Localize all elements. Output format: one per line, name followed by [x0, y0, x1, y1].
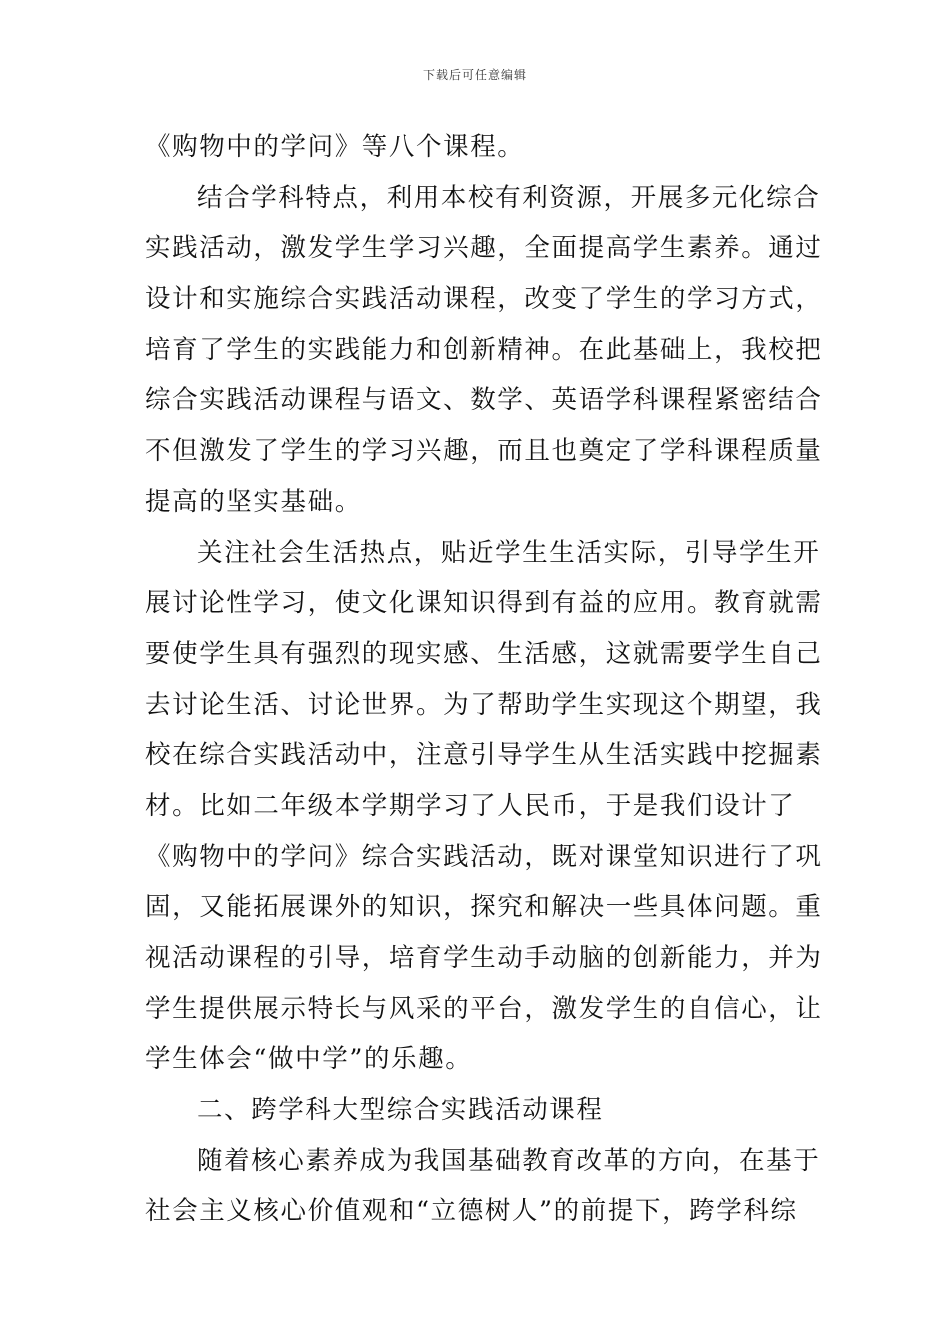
text-line: 提高的坚实基础。	[145, 486, 362, 517]
text-line: 展讨论性学习，使文化课知识得到有益的应用。教育就需	[145, 588, 823, 619]
text-line: 设计和实施综合实践活动课程，改变了学生的学习方式，	[145, 284, 823, 315]
text-line: 视活动课程的引导，培育学生动手动脑的创新能力，并为	[145, 943, 823, 973]
text-line: 随着核心素养成为我国基础教育改革的方向，在基于	[197, 1145, 821, 1176]
text-line: 《购物中的学问》等八个课程。	[145, 132, 525, 162]
text-line: 去讨论生活、讨论世界。为了帮助学生实现这个期望，我	[145, 689, 823, 720]
text-line: 要使学生具有强烈的现实感、生活感，这就需要学生自己	[145, 638, 823, 669]
text-line: 固，又能拓展课外的知识，探究和解决一些具体问题。重	[145, 892, 823, 923]
text-line: 二、跨学科大型综合实践活动课程	[197, 1095, 604, 1126]
text-line: 社会主义核心价值观和“立德树人”的前提下，跨学科综	[145, 1196, 798, 1227]
text-line: 材。比如二年级本学期学习了人民币，于是我们设计了	[145, 790, 796, 821]
text-line: 关注社会生活热点，贴近学生生活实际，引导学生开	[197, 537, 821, 568]
text-line: 培育了学生的实践能力和创新精神。在此基础上，我校把	[145, 334, 823, 365]
text-line: 校在综合实践活动中，注意引导学生从生活实践中挖掘素	[145, 740, 823, 771]
text-line: 结合学科特点，利用本校有利资源，开展多元化综合	[197, 182, 821, 213]
text-line: 不但激发了学生的学习兴趣，而且也奠定了学科课程质量	[145, 436, 823, 467]
text-line: 学生体会“做中学”的乐趣。	[145, 1044, 473, 1075]
text-line: 实践活动，激发学生学习兴趣，全面提高学生素养。通过	[145, 233, 823, 264]
text-line: 综合实践活动课程与语文、数学、英语学科课程紧密结合	[145, 385, 823, 416]
text-line: 《购物中的学问》综合实践活动，既对课堂知识进行了巩	[145, 841, 823, 872]
page-header-note: 下载后可任意编辑	[422, 68, 527, 82]
document-body	[145, 122, 823, 1237]
text-line: 学生提供展示特长与风采的平台，激发学生的自信心，让	[145, 993, 823, 1024]
